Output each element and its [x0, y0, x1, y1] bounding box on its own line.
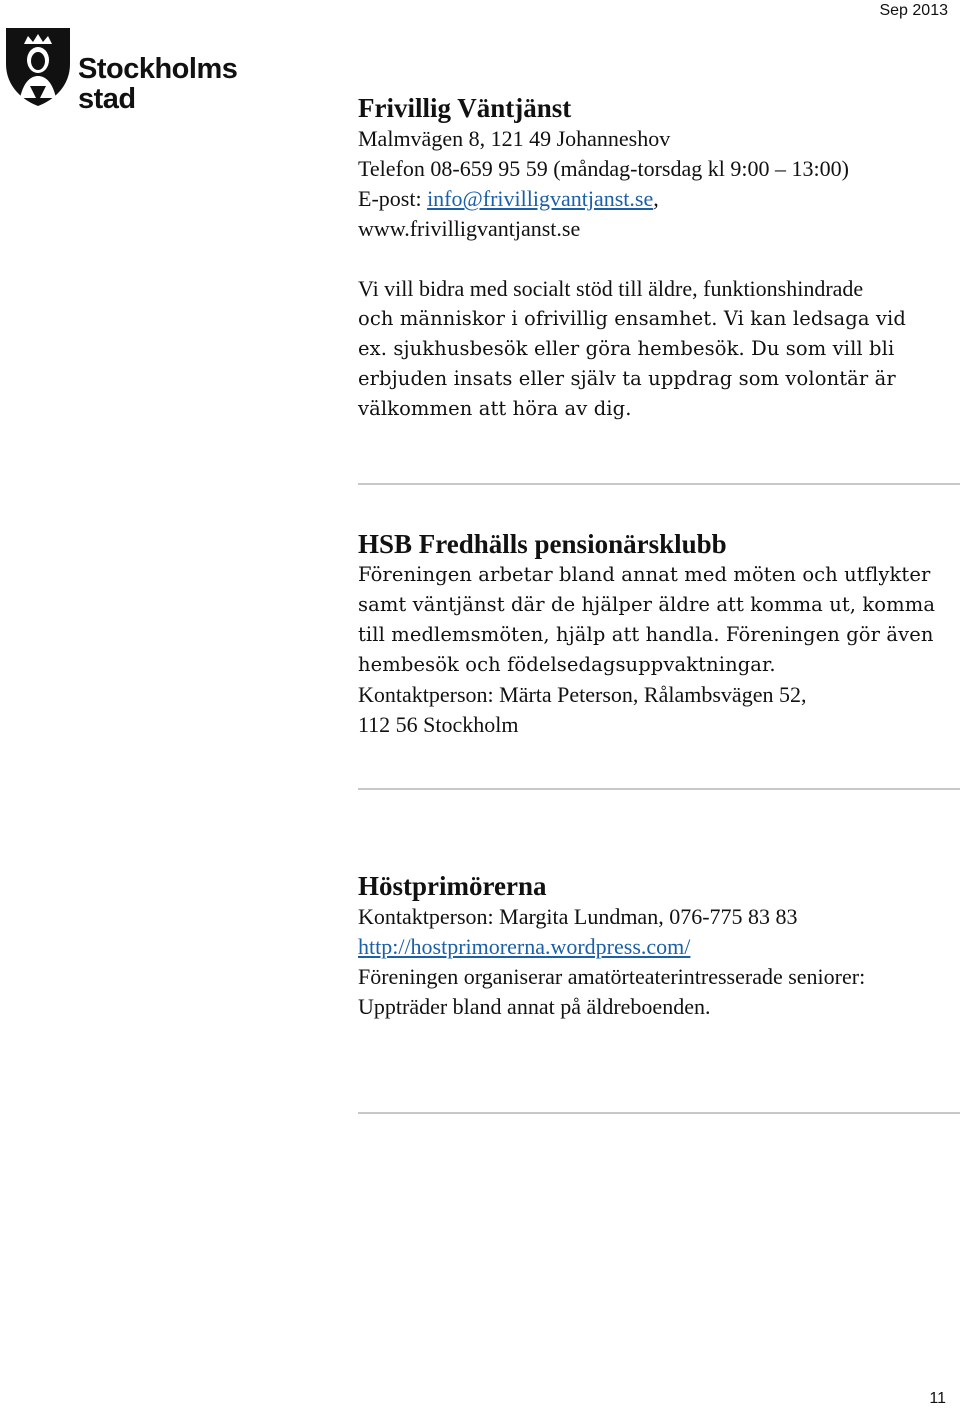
- description-line: välkommen att höra av dig.: [358, 397, 632, 420]
- section-hostprimorerna: [358, 870, 958, 1022]
- email-suffix: ,: [653, 186, 659, 211]
- description-line: Uppträder bland annat på äldreboenden.: [358, 994, 711, 1019]
- contact-line: Kontaktperson: Märta Peterson, Rålambsvägen 52,: [358, 682, 807, 707]
- city-crest-icon: [2, 24, 74, 108]
- contact-line: Kontaktperson: Margita Lundman, 076-775 83 83: [358, 904, 798, 929]
- description-line: samt väntjänst där de hjälper äldre att komma ut, komma: [358, 593, 936, 616]
- address: Malmvägen 8, 121 49 Johanneshov: [358, 126, 671, 151]
- description-line: Föreningen arbetar bland annat med möten och utflykter: [358, 563, 931, 586]
- description-line: Vi vill bidra med socialt stöd till äldre, funktionshindrade: [358, 276, 864, 301]
- section-divider: [358, 788, 960, 790]
- page-number: 11: [929, 1390, 946, 1407]
- website: www.frivilligvantjanst.se: [358, 216, 581, 241]
- description-line: erbjuden insats eller själv ta uppdrag som volontär är: [358, 367, 896, 390]
- section-divider: [358, 1112, 960, 1114]
- description-line: hembesök och födelsedagsuppvaktningar.: [358, 653, 776, 676]
- description-line: till medlemsmöten, hjälp att handla. Föreningen gör även: [358, 623, 934, 646]
- document-date: Sep 2013: [879, 2, 948, 19]
- section-title: Höstprimörerna: [358, 871, 547, 901]
- email-link[interactable]: info@frivilligvantjanst.se: [427, 186, 654, 211]
- section-frivillig-vantjanst: [358, 92, 958, 424]
- section-title: Frivillig Väntjänst: [358, 93, 572, 123]
- phone: Telefon 08-659 95 59 (måndag-torsdag kl 9:00 – 13:00): [358, 156, 849, 181]
- description-line: Föreningen organiserar amatörteaterintresserade seniorer:: [358, 964, 866, 989]
- section-title: HSB Fredhälls pensionärsklubb: [358, 529, 727, 559]
- website-link[interactable]: http://hostprimorerna.wordpress.com/: [358, 934, 691, 959]
- section-hsb-fredhalls: [358, 528, 958, 740]
- email-prefix: E-post:: [358, 186, 428, 211]
- logo-wordmark: [78, 54, 237, 114]
- logo-line-1: Stockholms: [78, 53, 238, 85]
- description-line: och människor i ofrivillig ensamhet. Vi kan ledsaga vid: [358, 307, 906, 330]
- stockholms-stad-logo: [0, 24, 250, 115]
- section-divider: [358, 483, 960, 485]
- email-line: [358, 184, 958, 214]
- logo-line-2: stad: [78, 83, 136, 115]
- description-line: ex. sjukhusbesök eller göra hembesök. Du som vill bli: [358, 337, 895, 360]
- contact-line: 112 56 Stockholm: [358, 712, 519, 737]
